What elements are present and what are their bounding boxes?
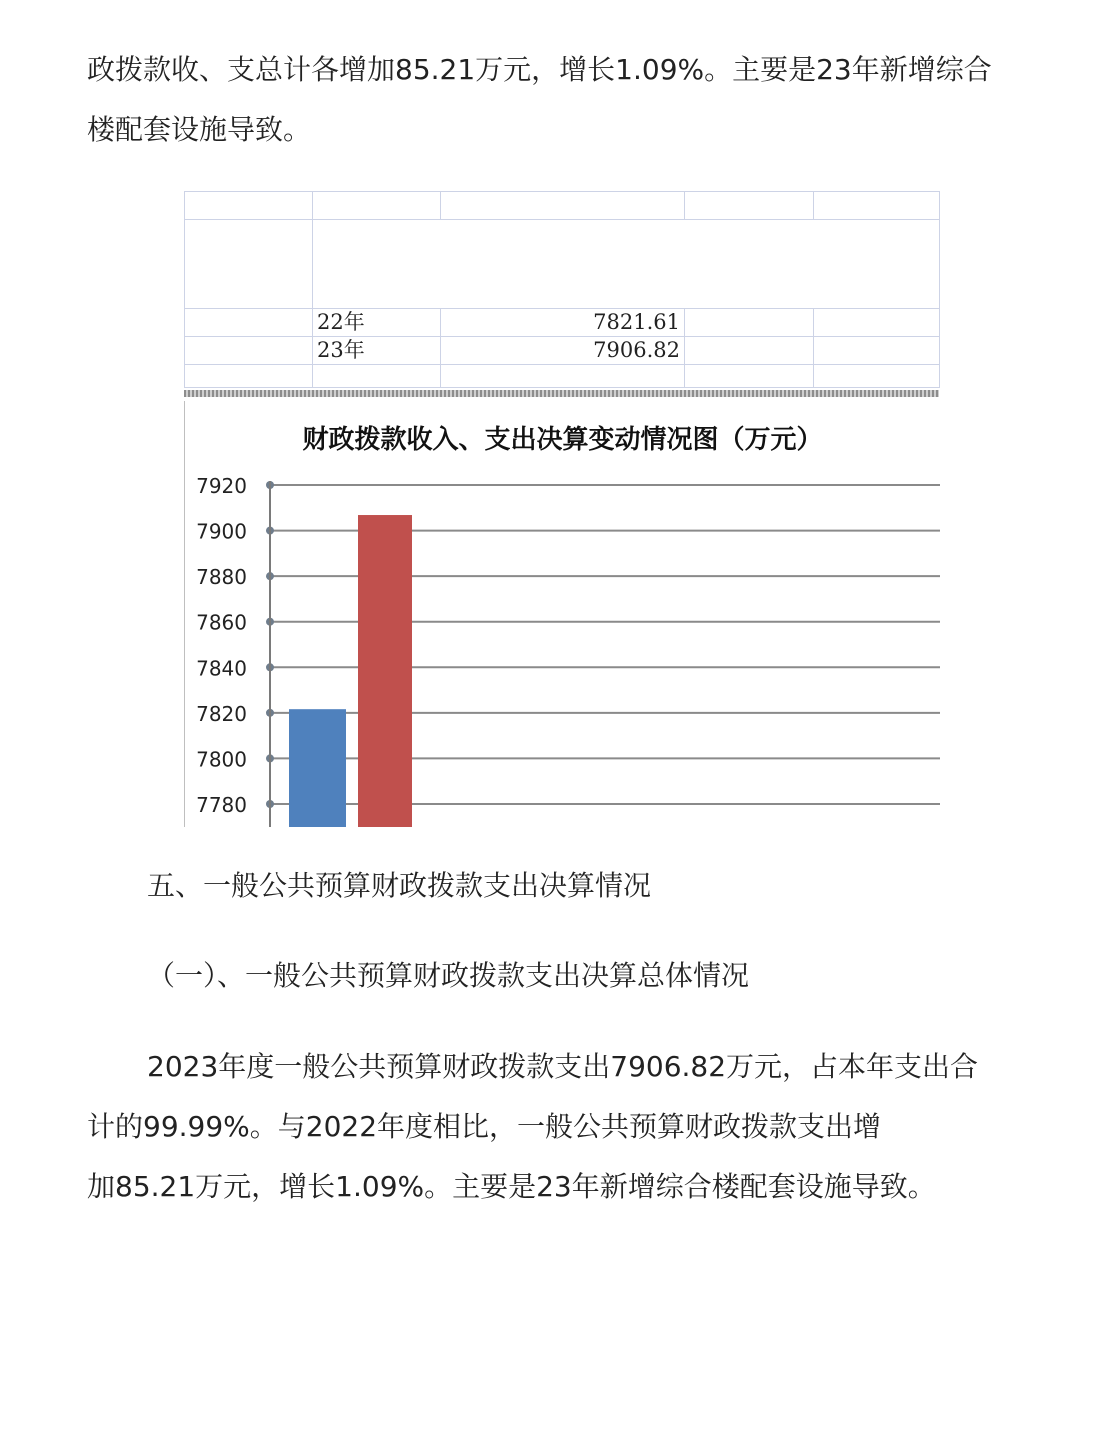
row-value: 7821.61: [441, 309, 685, 337]
chart-resize-handle[interactable]: [184, 390, 939, 397]
body-line-1: 2023年度一般公共预算财政拨款支出7906.82万元，占本年支出合: [147, 1050, 979, 1083]
table-row: [185, 309, 940, 337]
row-value: 7906.82: [441, 337, 685, 365]
y-tick-label: 7820: [196, 701, 247, 726]
y-tick-label: 7780: [196, 793, 247, 817]
y-tick-label: 7800: [196, 747, 247, 772]
intro-line-2: 楼配套设施导致。: [87, 113, 312, 146]
table-row: [185, 337, 940, 365]
bar-23年: [358, 515, 412, 827]
subsection-heading: （一）、一般公共预算财政拨款支出决算总体情况: [147, 959, 750, 992]
y-tick-label: 7860: [196, 610, 247, 635]
row-label: 22年: [313, 309, 441, 337]
body-line-3: 加85.21万元，增长1.09%。主要是23年新增综合楼配套设施导致。: [87, 1170, 936, 1203]
chart-title: 财政拨款收入、支出决算变动情况图（万元）: [302, 425, 823, 455]
y-tick-label: 7900: [196, 519, 247, 544]
section-heading: 五、一般公共预算财政拨款支出决算情况: [147, 869, 652, 902]
body-paragraph: [87, 1037, 1047, 1217]
y-tick-label: 7920: [196, 474, 247, 498]
bar-chart: [184, 401, 940, 827]
row-label: 23年: [313, 337, 441, 365]
data-table: [184, 191, 940, 388]
y-tick-label: 7840: [196, 656, 247, 681]
intro-line-1: 政拨款收、支总计各增加85.21万元，增长1.09%。主要是23年新增综合: [87, 53, 992, 86]
body-line-2: 计的99.99%。与2022年度相比，一般公共预算财政拨款支出增: [87, 1110, 882, 1143]
bar-22年: [289, 709, 346, 827]
chart-plot: [185, 401, 940, 827]
intro-paragraph: [87, 40, 1047, 160]
y-tick-label: 7880: [196, 565, 247, 590]
spreadsheet-fragment: [184, 191, 939, 396]
